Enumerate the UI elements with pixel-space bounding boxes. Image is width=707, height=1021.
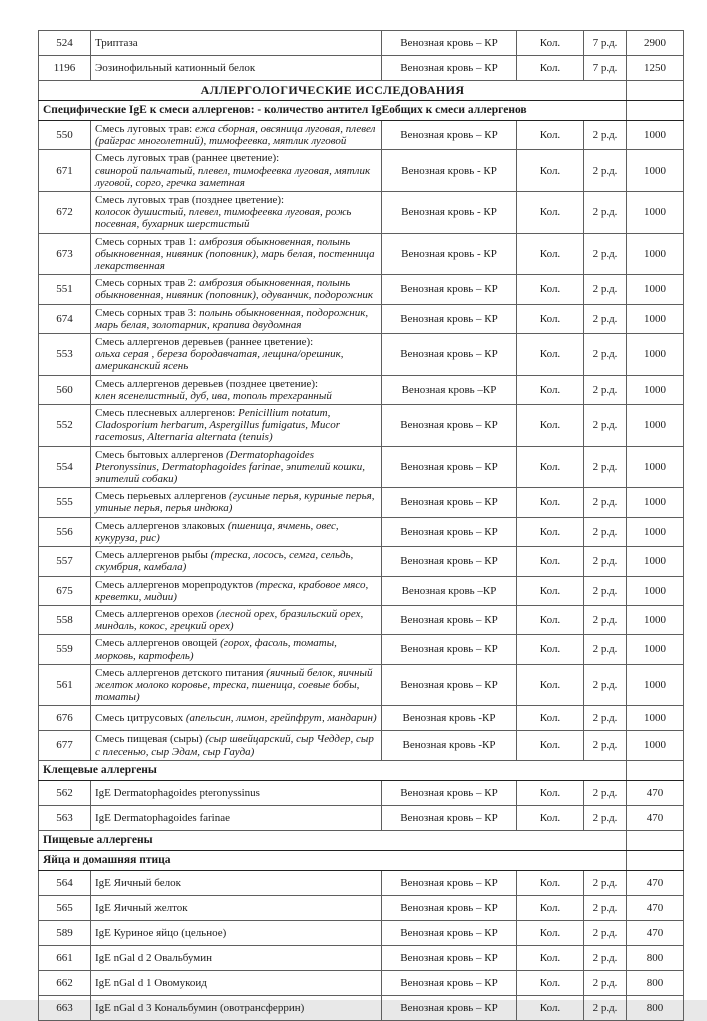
test-name-text: Смесь бытовых аллергенов bbox=[95, 448, 224, 461]
test-name-text: Смесь сорных трав 2: bbox=[95, 277, 197, 290]
test-days: 2 р.д. bbox=[584, 805, 627, 830]
test-price: 1000 bbox=[627, 664, 684, 706]
test-name-detail: ольха серая , береза бородавчатая, лещина/орешник, американский ясень bbox=[95, 348, 344, 373]
test-sample: Венозная кровь – КР bbox=[382, 920, 517, 945]
test-method: Кол. bbox=[517, 576, 584, 605]
test-method: Кол. bbox=[517, 970, 584, 995]
test-name bbox=[91, 970, 382, 995]
test-name-detail: (горох, фасоль, томаты, морковь, картофель) bbox=[95, 637, 337, 662]
test-sample: Венозная кровь – КР bbox=[382, 664, 517, 706]
test-method: Кол. bbox=[517, 945, 584, 970]
test-name-detail: ежа сборная, овсяница луговая, плевел (райграс многолетний), тимофеевка, мятлик луговой bbox=[95, 123, 376, 148]
test-name-detail: колосок душистый, плевел, тимофеевка луговая, рожь посевная, бухарник шерстистый bbox=[95, 206, 352, 231]
test-days: 2 р.д. bbox=[584, 446, 627, 488]
test-days: 2 р.д. bbox=[584, 895, 627, 920]
section-row bbox=[39, 81, 684, 101]
table-row bbox=[39, 31, 684, 56]
test-price: 470 bbox=[627, 870, 684, 895]
price-table-body bbox=[39, 31, 684, 1021]
section-label: Клещевые аллергены bbox=[39, 760, 627, 780]
test-sample: Венозная кровь – КР bbox=[382, 488, 517, 517]
test-name bbox=[91, 870, 382, 895]
test-name-detail: (треска, крабовое мясо, креветки, мидии) bbox=[95, 578, 369, 603]
test-name-detail: (пшеница, ячмень, овес, кукуруза, рис) bbox=[95, 519, 339, 544]
test-name-text: IgE Dermatophagoides farinae bbox=[95, 811, 230, 824]
test-price: 1000 bbox=[627, 605, 684, 634]
test-name-text: Триптаза bbox=[95, 36, 138, 49]
test-days: 7 р.д. bbox=[584, 31, 627, 56]
test-code: 553 bbox=[39, 334, 91, 376]
test-name bbox=[91, 517, 382, 546]
test-days: 2 р.д. bbox=[584, 706, 627, 731]
test-name-text: IgE Dermatophagoides pteronyssinus bbox=[95, 786, 260, 799]
test-sample: Венозная кровь – КР bbox=[382, 995, 517, 1020]
test-name-text: Смесь аллергенов рыбы bbox=[95, 549, 208, 562]
test-name bbox=[91, 945, 382, 970]
test-name-detail: Penicillium notatum, Cladosporium herbarum, Aspergillus fumigatus, Mucor racemosus, Alternaria alternata (tenuis) bbox=[95, 407, 341, 444]
test-name bbox=[91, 405, 382, 447]
table-row bbox=[39, 945, 684, 970]
test-sample: Венозная кровь – КР bbox=[382, 405, 517, 447]
test-name-text: IgE Куриное яйцо (цельное) bbox=[95, 926, 227, 939]
test-price: 470 bbox=[627, 920, 684, 945]
test-price: 2900 bbox=[627, 31, 684, 56]
test-method: Кол. bbox=[517, 706, 584, 731]
test-method: Кол. bbox=[517, 805, 584, 830]
test-sample: Венозная кровь – КР bbox=[382, 780, 517, 805]
test-price: 1000 bbox=[627, 547, 684, 576]
test-days: 2 р.д. bbox=[584, 664, 627, 706]
table-row bbox=[39, 920, 684, 945]
test-sample: Венозная кровь - КР bbox=[382, 150, 517, 192]
table-row bbox=[39, 517, 684, 546]
test-code: 672 bbox=[39, 192, 91, 234]
table-row bbox=[39, 706, 684, 731]
test-price: 1000 bbox=[627, 334, 684, 376]
test-price: 1000 bbox=[627, 121, 684, 150]
section-label: Яйца и домашняя птица bbox=[39, 850, 627, 870]
test-days: 2 р.д. bbox=[584, 192, 627, 234]
table-row bbox=[39, 605, 684, 634]
test-days: 2 р.д. bbox=[584, 275, 627, 304]
test-name bbox=[91, 56, 382, 81]
test-name bbox=[91, 995, 382, 1020]
test-name-detail: полынь обыкновенная, подорожник, марь белая, золотарник, крапива двудомная bbox=[95, 306, 369, 331]
test-days: 2 р.д. bbox=[584, 995, 627, 1020]
test-name bbox=[91, 150, 382, 192]
test-method: Кол. bbox=[517, 635, 584, 664]
test-sample: Венозная кровь – КР bbox=[382, 547, 517, 576]
test-name-text: Смесь аллергенов орехов bbox=[95, 607, 214, 620]
test-sample: Венозная кровь – КР bbox=[382, 605, 517, 634]
test-name bbox=[91, 731, 382, 760]
test-code: 674 bbox=[39, 304, 91, 333]
table-row bbox=[39, 780, 684, 805]
test-price: 1000 bbox=[627, 150, 684, 192]
test-sample: Венозная кровь –КР bbox=[382, 375, 517, 404]
test-method: Кол. bbox=[517, 446, 584, 488]
test-method: Кол. bbox=[517, 304, 584, 333]
test-code: 560 bbox=[39, 375, 91, 404]
test-days: 2 р.д. bbox=[584, 121, 627, 150]
test-price: 470 bbox=[627, 805, 684, 830]
test-method: Кол. bbox=[517, 192, 584, 234]
test-method: Кол. bbox=[517, 150, 584, 192]
test-price: 1000 bbox=[627, 488, 684, 517]
test-name bbox=[91, 576, 382, 605]
test-price: 800 bbox=[627, 945, 684, 970]
test-method: Кол. bbox=[517, 547, 584, 576]
table-row bbox=[39, 275, 684, 304]
section-empty-cell bbox=[627, 760, 684, 780]
test-method: Кол. bbox=[517, 405, 584, 447]
section-label: Специфические IgE к смеси аллергенов: - количество антител IgEобщих к смеси аллергенов bbox=[39, 101, 627, 121]
test-sample: Венозная кровь – КР bbox=[382, 31, 517, 56]
test-method: Кол. bbox=[517, 375, 584, 404]
test-name-detail: клен ясенелистный, дуб, ива, тополь трехгранный bbox=[95, 389, 332, 402]
test-code: 673 bbox=[39, 233, 91, 275]
test-price: 1000 bbox=[627, 405, 684, 447]
test-sample: Венозная кровь – КР bbox=[382, 945, 517, 970]
table-row bbox=[39, 870, 684, 895]
test-code: 671 bbox=[39, 150, 91, 192]
test-price: 1000 bbox=[627, 304, 684, 333]
test-code: 676 bbox=[39, 706, 91, 731]
test-sample: Венозная кровь – КР bbox=[382, 635, 517, 664]
test-name bbox=[91, 805, 382, 830]
test-days: 2 р.д. bbox=[584, 731, 627, 760]
test-name-detail: (апельсин, лимон, грейпфрут, мандарин) bbox=[185, 712, 377, 725]
test-code: 556 bbox=[39, 517, 91, 546]
test-days: 7 р.д. bbox=[584, 56, 627, 81]
test-method: Кол. bbox=[517, 334, 584, 376]
test-name-text: Смесь сорных трав 3: bbox=[95, 306, 197, 319]
test-method: Кол. bbox=[517, 731, 584, 760]
test-method: Кол. bbox=[517, 56, 584, 81]
test-code: 677 bbox=[39, 731, 91, 760]
test-sample: Венозная кровь – КР bbox=[382, 275, 517, 304]
test-days: 2 р.д. bbox=[584, 576, 627, 605]
test-code: 555 bbox=[39, 488, 91, 517]
test-code: 557 bbox=[39, 547, 91, 576]
test-method: Кол. bbox=[517, 31, 584, 56]
table-row bbox=[39, 635, 684, 664]
table-row bbox=[39, 446, 684, 488]
test-code: 561 bbox=[39, 664, 91, 706]
test-days: 2 р.д. bbox=[584, 488, 627, 517]
test-price: 1000 bbox=[627, 517, 684, 546]
table-row bbox=[39, 576, 684, 605]
test-price: 800 bbox=[627, 995, 684, 1020]
test-name bbox=[91, 635, 382, 664]
test-code: 558 bbox=[39, 605, 91, 634]
test-name-text: IgE nGal d 3 Кональбумин (овотрансферрин) bbox=[95, 1001, 305, 1014]
test-name-text: Смесь луговых трав (раннее цветение): bbox=[95, 152, 280, 165]
test-code: 524 bbox=[39, 31, 91, 56]
test-sample: Венозная кровь - КР bbox=[382, 192, 517, 234]
test-name-text: Смесь сорных трав 1: bbox=[95, 235, 197, 248]
test-code: 559 bbox=[39, 635, 91, 664]
test-name bbox=[91, 488, 382, 517]
test-name-detail: (Dermatophagoides Pteronyssinus, Dermatophagoides farinae, эпителий кошки, эпителий собаки) bbox=[95, 448, 366, 486]
test-name bbox=[91, 121, 382, 150]
test-code: 562 bbox=[39, 780, 91, 805]
test-sample: Венозная кровь -КР bbox=[382, 706, 517, 731]
test-name bbox=[91, 334, 382, 376]
test-name bbox=[91, 304, 382, 333]
test-method: Кол. bbox=[517, 517, 584, 546]
test-name-text: Смесь аллергенов злаковых bbox=[95, 519, 226, 532]
test-code: 563 bbox=[39, 805, 91, 830]
test-price: 1000 bbox=[627, 576, 684, 605]
test-sample: Венозная кровь – КР bbox=[382, 446, 517, 488]
section-empty-cell bbox=[627, 101, 684, 121]
test-price: 800 bbox=[627, 970, 684, 995]
test-name bbox=[91, 275, 382, 304]
test-method: Кол. bbox=[517, 488, 584, 517]
test-name-text: Смесь аллергенов деревьев (раннее цветение): bbox=[95, 336, 314, 349]
test-name bbox=[91, 895, 382, 920]
test-price: 1000 bbox=[627, 706, 684, 731]
test-name bbox=[91, 664, 382, 706]
test-sample: Венозная кровь – КР bbox=[382, 334, 517, 376]
table-row bbox=[39, 995, 684, 1020]
test-code: 589 bbox=[39, 920, 91, 945]
test-code: 661 bbox=[39, 945, 91, 970]
table-row bbox=[39, 664, 684, 706]
test-name bbox=[91, 31, 382, 56]
table-row bbox=[39, 547, 684, 576]
test-sample: Венозная кровь -КР bbox=[382, 731, 517, 760]
section-row bbox=[39, 850, 684, 870]
test-days: 2 р.д. bbox=[584, 233, 627, 275]
test-price: 1000 bbox=[627, 635, 684, 664]
test-sample: Венозная кровь – КР bbox=[382, 895, 517, 920]
test-days: 2 р.д. bbox=[584, 375, 627, 404]
test-method: Кол. bbox=[517, 664, 584, 706]
table-row bbox=[39, 56, 684, 81]
test-name-text: Смесь аллергенов детского питания bbox=[95, 666, 264, 679]
test-method: Кол. bbox=[517, 121, 584, 150]
test-name-detail: (лесной орех, бразильский орех, миндаль, кокос, грецкий орех) bbox=[95, 607, 364, 633]
test-name-text: Смесь луговых трав: bbox=[95, 123, 193, 135]
table-row bbox=[39, 121, 684, 150]
table-row bbox=[39, 304, 684, 333]
test-name-detail: (яичный белок, яичный желток молоко коровье, треска, пшеница, соевые бобы, томаты) bbox=[95, 666, 373, 704]
test-sample: Венозная кровь – КР bbox=[382, 121, 517, 150]
test-sample: Венозная кровь - КР bbox=[382, 233, 517, 275]
test-sample: Венозная кровь – КР bbox=[382, 805, 517, 830]
test-method: Кол. bbox=[517, 275, 584, 304]
test-name-text: Смесь перьевых аллергенов bbox=[95, 490, 227, 503]
test-price: 1250 bbox=[627, 56, 684, 81]
test-price: 1000 bbox=[627, 275, 684, 304]
test-days: 2 р.д. bbox=[584, 870, 627, 895]
section-row bbox=[39, 830, 684, 850]
test-name-text: Смесь цитрусовых bbox=[95, 712, 184, 725]
test-sample: Венозная кровь – КР bbox=[382, 56, 517, 81]
test-name bbox=[91, 233, 382, 275]
table-row bbox=[39, 375, 684, 404]
section-row bbox=[39, 101, 684, 121]
test-name-detail: амброзия обыкновенная, полынь обыкновенная, нивяник (поповник), марь белая, постенница лекарственная bbox=[95, 235, 375, 273]
test-code: 663 bbox=[39, 995, 91, 1020]
test-method: Кол. bbox=[517, 233, 584, 275]
table-row bbox=[39, 970, 684, 995]
test-name-text: Смесь плесневых аллергенов: bbox=[95, 407, 236, 420]
table-row bbox=[39, 192, 684, 234]
test-name-text: Смесь аллергенов деревьев (позднее цветение): bbox=[95, 377, 319, 390]
test-days: 2 р.д. bbox=[584, 517, 627, 546]
section-empty-cell bbox=[627, 81, 684, 101]
test-days: 2 р.д. bbox=[584, 304, 627, 333]
test-method: Кол. bbox=[517, 995, 584, 1020]
test-name-text: IgE nGal d 1 Овомукоид bbox=[95, 976, 207, 989]
test-days: 2 р.д. bbox=[584, 945, 627, 970]
test-code: 662 bbox=[39, 970, 91, 995]
section-label: АЛЛЕРГОЛОГИЧЕСКИЕ ИССЛЕДОВАНИЯ bbox=[39, 81, 627, 101]
table-row bbox=[39, 488, 684, 517]
test-sample: Венозная кровь – КР bbox=[382, 304, 517, 333]
test-price: 1000 bbox=[627, 233, 684, 275]
test-name bbox=[91, 920, 382, 945]
test-days: 2 р.д. bbox=[584, 547, 627, 576]
test-name-detail: свинорой пальчатый, плевел, тимофеевка луговая, мятлик луговой, сорго, гречка заметная bbox=[95, 164, 371, 189]
test-name-text: Смесь аллергенов овощей bbox=[95, 637, 218, 650]
test-code: 1196 bbox=[39, 56, 91, 81]
test-days: 2 р.д. bbox=[584, 635, 627, 664]
test-name-detail: амброзия обыкновенная, полынь обыкновенная, нивяник (поповник), одуванчик, подорожник bbox=[95, 277, 374, 302]
test-name-text: IgE nGal d 2 Овальбумин bbox=[95, 951, 213, 964]
test-method: Кол. bbox=[517, 920, 584, 945]
test-name-text: Смесь пищевая (сыры) bbox=[95, 733, 203, 746]
test-price: 470 bbox=[627, 895, 684, 920]
test-days: 2 р.д. bbox=[584, 405, 627, 447]
test-method: Кол. bbox=[517, 605, 584, 634]
test-price: 1000 bbox=[627, 192, 684, 234]
test-price: 1000 bbox=[627, 446, 684, 488]
table-row bbox=[39, 233, 684, 275]
test-code: 564 bbox=[39, 870, 91, 895]
section-empty-cell bbox=[627, 830, 684, 850]
table-row bbox=[39, 895, 684, 920]
test-sample: Венозная кровь – КР bbox=[382, 970, 517, 995]
test-method: Кол. bbox=[517, 870, 584, 895]
test-code: 552 bbox=[39, 405, 91, 447]
test-name bbox=[91, 192, 382, 234]
test-days: 2 р.д. bbox=[584, 780, 627, 805]
table-row bbox=[39, 405, 684, 447]
test-method: Кол. bbox=[517, 780, 584, 805]
test-name bbox=[91, 547, 382, 576]
test-method: Кол. bbox=[517, 895, 584, 920]
test-price: 470 bbox=[627, 780, 684, 805]
test-name bbox=[91, 605, 382, 634]
test-sample: Венозная кровь –КР bbox=[382, 576, 517, 605]
test-code: 554 bbox=[39, 446, 91, 488]
test-code: 550 bbox=[39, 121, 91, 150]
section-empty-cell bbox=[627, 850, 684, 870]
test-name bbox=[91, 375, 382, 404]
table-row bbox=[39, 805, 684, 830]
test-name-detail: (треска, лосось, семга, сельдь, скумбрия, камбала) bbox=[95, 549, 354, 574]
table-row bbox=[39, 150, 684, 192]
price-list-table bbox=[38, 30, 684, 1021]
test-sample: Венозная кровь – КР bbox=[382, 517, 517, 546]
test-name-text: Смесь луговых трав (позднее цветение): bbox=[95, 194, 285, 207]
test-code: 675 bbox=[39, 576, 91, 605]
test-name bbox=[91, 780, 382, 805]
test-days: 2 р.д. bbox=[584, 150, 627, 192]
test-price: 1000 bbox=[627, 731, 684, 760]
section-row bbox=[39, 760, 684, 780]
test-name bbox=[91, 706, 382, 731]
test-code: 565 bbox=[39, 895, 91, 920]
test-days: 2 р.д. bbox=[584, 970, 627, 995]
table-row bbox=[39, 731, 684, 760]
test-name bbox=[91, 446, 382, 488]
test-name-detail: (сыр швейцарский, сыр Чеддер, сыр с плесенью, сыр Эдам, сыр Гауда) bbox=[95, 733, 374, 758]
test-name-text: IgE Яичный белок bbox=[95, 876, 181, 889]
test-name-text: Смесь аллергенов морепродуктов bbox=[95, 578, 254, 591]
test-name-detail: (гусиные перья, куриные перья, утиные перья, перья индюка) bbox=[95, 490, 375, 515]
test-name-text: Эозинофильный катионный белок bbox=[95, 61, 256, 74]
test-days: 2 р.д. bbox=[584, 920, 627, 945]
test-name-text: IgE Яичный желток bbox=[95, 901, 188, 914]
test-code: 551 bbox=[39, 275, 91, 304]
test-days: 2 р.д. bbox=[584, 605, 627, 634]
test-price: 1000 bbox=[627, 375, 684, 404]
section-label: Пищевые аллергены bbox=[39, 830, 627, 850]
test-sample: Венозная кровь – КР bbox=[382, 870, 517, 895]
test-days: 2 р.д. bbox=[584, 334, 627, 376]
table-row bbox=[39, 334, 684, 376]
